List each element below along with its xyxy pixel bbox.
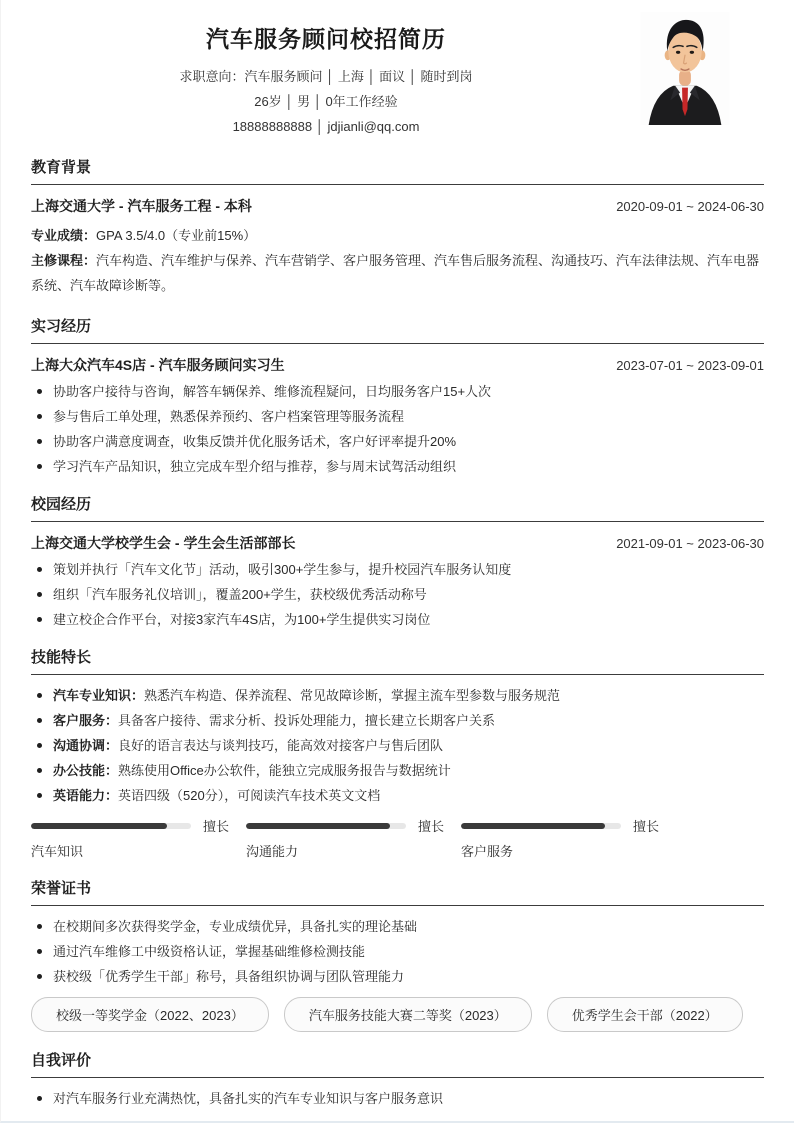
bullet-text: 协助客户满意度调查，收集反馈并优化服务话术，客户好评率提升20% [53, 434, 457, 449]
campus-date-range: 2021-09-01 ~ 2023-06-30 [616, 536, 764, 551]
bullet-text: 组织「汽车服务礼仪培训」，覆盖200+学生，获校级优秀活动称号 [53, 587, 427, 602]
skill-label: 沟通协调： [53, 738, 119, 753]
skill-text: 良好的语言表达与谈判技巧，能高效对接客户与售后团队 [118, 738, 444, 753]
bullet-item [31, 585, 764, 604]
bullet-item [31, 761, 764, 780]
section-title-self-evaluation: 自我评价 [31, 1052, 764, 1078]
bullet-item [31, 432, 764, 451]
skill-name: 客户服务 [461, 844, 514, 859]
profile-photo [640, 12, 730, 125]
section-title-education: 教育背景 [31, 159, 764, 185]
self-evaluation-bullets [31, 1089, 764, 1108]
bullet-item [31, 407, 764, 426]
skill-bar-fill [31, 823, 167, 829]
skill-label: 汽车专业知识： [53, 688, 145, 703]
section-skills [31, 649, 764, 860]
header-text-block [31, 24, 621, 139]
internship-entry-head [31, 355, 764, 376]
detail-label: 专业成绩： [31, 228, 97, 243]
honor-badges [31, 997, 764, 1032]
honor-badge: 优秀学生会干部（2022） [547, 997, 743, 1032]
skill-level-label: 擅长 [418, 819, 445, 834]
skill-bar-track [461, 823, 621, 829]
bullet-icon [37, 389, 42, 394]
bullet-text: 在校期间多次获得奖学金，专业成绩优异，具备扎实的理论基础 [53, 919, 418, 934]
bullet-item [31, 942, 764, 961]
bullet-icon [37, 949, 42, 954]
bullet-icon [37, 693, 42, 698]
skill-name: 沟通能力 [246, 844, 299, 859]
bullet-item [31, 560, 764, 579]
section-internship [31, 318, 764, 476]
honor-badge: 汽车服务技能大赛二等奖（2023） [284, 997, 532, 1032]
bullet-icon [37, 974, 42, 979]
bullet-item [31, 736, 764, 755]
bullet-icon [37, 592, 42, 597]
skill-label: 英语能力： [53, 788, 119, 803]
bullet-icon [37, 1096, 42, 1101]
education-detail-row [31, 248, 764, 298]
skill-text: 熟悉汽车构造、保养流程、常见故障诊断，掌握主流车型参数与服务规范 [144, 688, 561, 703]
bullet-text: 对汽车服务行业充满热忱，具备扎实的汽车专业知识与客户服务意识 [53, 1091, 444, 1106]
bullet-item [31, 686, 764, 705]
internship-bullets [31, 382, 764, 476]
campus-org: 上海交通大学校学生会 - 学生会生活部部长 [31, 535, 296, 551]
skill-bar-row [31, 819, 246, 832]
skill-bars [31, 819, 764, 860]
detail-text: GPA 3.5/4.0（专业前15%） [96, 228, 257, 243]
bullet-item [31, 1089, 764, 1108]
bullet-icon [37, 743, 42, 748]
bullet-item [31, 917, 764, 936]
page-title: 汽车服务顾问校招简历 [206, 26, 446, 52]
skill-bar [31, 819, 246, 860]
bullet-text: 协助客户接待与咨询，解答车辆保养、维修流程疑问，日均服务客户15+人次 [53, 384, 492, 399]
avatar-illustration [640, 12, 730, 125]
education-school: 上海交通大学 - 汽车服务工程 - 本科 [31, 198, 252, 214]
section-self-evaluation [31, 1052, 764, 1108]
bullet-item [31, 967, 764, 986]
resume-header [31, 0, 764, 139]
job-intent-values: 汽车服务顾问 │ 上海 │ 面议 │ 随时到岗 [244, 69, 473, 84]
bullet-icon [37, 617, 42, 622]
profile-line: 26岁 │ 男 │ 0年工作经验 [254, 94, 398, 109]
section-title-skills: 技能特长 [31, 649, 764, 675]
skill-bar [246, 819, 461, 860]
education-detail-row [31, 223, 764, 248]
job-intent-label: 求职意向： [179, 69, 245, 84]
education-entry-head [31, 196, 764, 217]
campus-bullets [31, 560, 764, 629]
bullet-text: 获校级「优秀学生干部」称号，具备组织协调与团队管理能力 [53, 969, 405, 984]
skill-text: 英语四级（520分），可阅读汽车技术英文文档 [118, 788, 381, 803]
contact-line: 18888888888 │ jdjianli@qq.com [232, 119, 420, 134]
bullet-text: 通过汽车维修工中级资格认证，掌握基础维修检测技能 [53, 944, 366, 959]
skill-bar-row [246, 819, 461, 832]
job-intent-line [31, 64, 621, 89]
education-date-range: 2020-09-01 ~ 2024-06-30 [616, 199, 764, 214]
section-title-honors: 荣誉证书 [31, 880, 764, 906]
bullet-icon [37, 439, 42, 444]
bullet-text: 策划并执行「汽车文化节」活动，吸引300+学生参与，提升校园汽车服务认知度 [53, 562, 512, 577]
skill-bar [461, 819, 676, 860]
skill-name: 汽车知识 [31, 844, 84, 859]
bullet-icon [37, 567, 42, 572]
skill-bar-row [461, 819, 676, 832]
section-education [31, 159, 764, 298]
skill-bar-track [31, 823, 191, 829]
bullet-item [31, 457, 764, 476]
skill-level-label: 擅长 [203, 819, 230, 834]
skill-level-label: 擅长 [633, 819, 660, 834]
bullet-item [31, 711, 764, 730]
bullet-item [31, 610, 764, 629]
skill-label: 办公技能： [53, 763, 119, 778]
detail-label: 主修课程： [31, 253, 97, 268]
skill-bar-track [246, 823, 406, 829]
detail-text: 汽车构造、汽车维护与保养、汽车营销学、客户服务管理、汽车售后服务流程、沟通技巧、汽车法律法规、汽车电器系统、汽车故障诊断等。 [31, 253, 760, 293]
bullet-text: 参与售后工单处理，熟悉保养预约、客户档案管理等服务流程 [53, 409, 405, 424]
bullet-icon [37, 414, 42, 419]
section-title-internship: 实习经历 [31, 318, 764, 344]
skills-bullets [31, 686, 764, 805]
bullet-icon [37, 464, 42, 469]
education-detail-rows [31, 223, 764, 298]
bullet-icon [37, 924, 42, 929]
section-title-campus: 校园经历 [31, 496, 764, 522]
honor-badge: 校级一等奖学金（2022、2023） [31, 997, 269, 1032]
internship-org: 上海大众汽车4S店 - 汽车服务顾问实习生 [31, 357, 285, 373]
skill-text: 熟练使用Office办公软件，能独立完成服务报告与数据统计 [118, 763, 451, 778]
bullet-icon [37, 793, 42, 798]
skill-label: 客户服务： [53, 713, 119, 728]
skill-bar-fill [246, 823, 390, 829]
section-honors [31, 880, 764, 1032]
bullet-icon [37, 768, 42, 773]
skill-text: 具备客户接待、需求分析、投诉处理能力，擅长建立长期客户关系 [118, 713, 496, 728]
section-campus [31, 496, 764, 629]
bullet-item [31, 786, 764, 805]
bullet-item [31, 382, 764, 401]
internship-date-range: 2023-07-01 ~ 2023-09-01 [616, 358, 764, 373]
honors-bullets [31, 917, 764, 986]
bullet-text: 建立校企合作平台，对接3家汽车4S店，为100+学生提供实习岗位 [53, 612, 431, 627]
campus-entry-head [31, 533, 764, 554]
bullet-icon [37, 718, 42, 723]
skill-bar-fill [461, 823, 605, 829]
bullet-text: 学习汽车产品知识，独立完成车型介绍与推荐，参与周末试驾活动组织 [53, 459, 457, 474]
